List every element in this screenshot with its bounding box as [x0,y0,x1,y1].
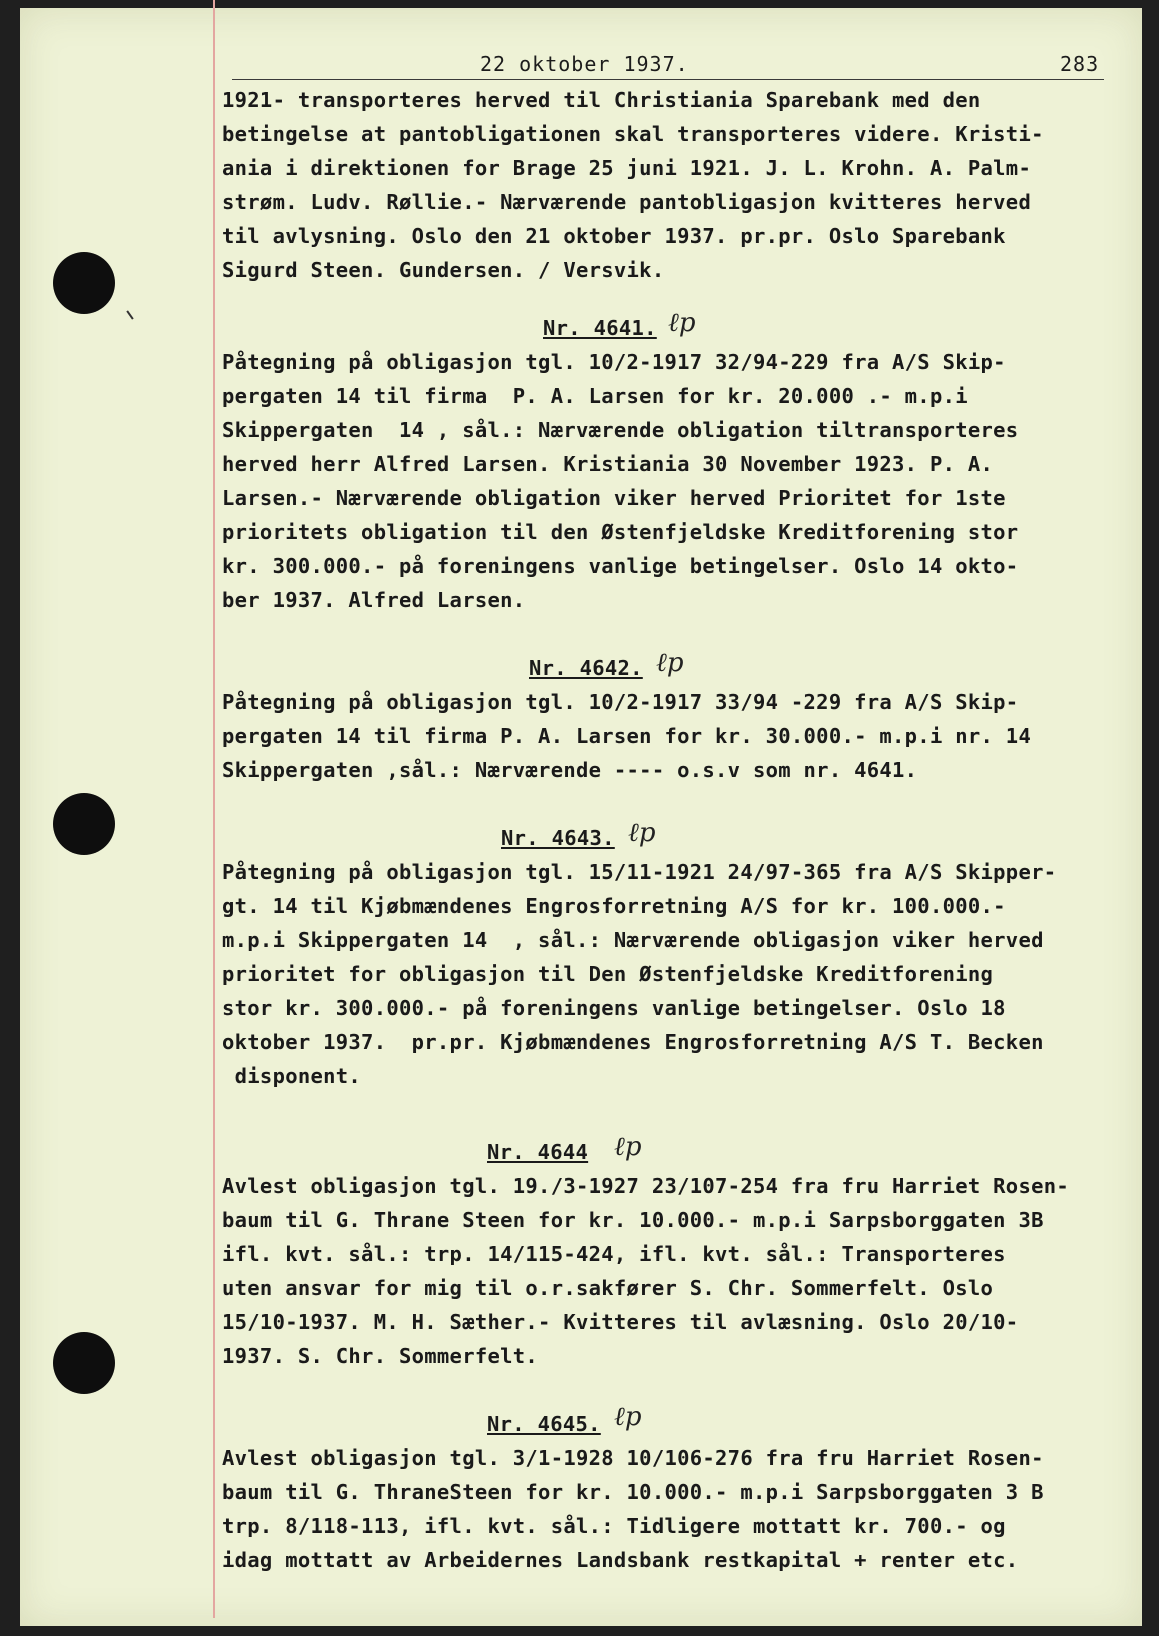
text-line: pergaten 14 til firma P. A. Larsen for kr. 30.000.- m.p.i nr. 14 [222,724,1032,748]
text-line: strøm. Ludv. Røllie.- Nærværende pantobligasjon kvitteres herved [222,190,1032,214]
text-line: 1921- transporteres herved til Christiania Sparebank med den [222,88,981,112]
entry-heading: Nr. 4644 [487,1140,589,1164]
text-line: 15/10-1937. M. H. Sæther.- Kvitteres til avlæsning. Oslo 20/10- [222,1310,1019,1334]
text-line: idag mottatt av Arbeidernes Landsbank restkapital + renter etc. [222,1548,1019,1572]
document-page [20,8,1142,1626]
margin-line [213,0,215,1618]
initials-mark: ℓp [614,1402,642,1432]
text-line: Skippergaten 14 , sål.: Nærværende obligation tiltransporteres [222,418,1019,442]
entry-heading: Nr. 4643. [501,826,615,850]
page-header [212,52,1112,82]
text-line: til avlysning. Oslo den 21 oktober 1937. pr.pr. Oslo Sparebank [222,224,1006,248]
entry-heading: Nr. 4642. [529,656,643,680]
text-line: Avlest obligasjon tgl. 3/1-1928 10/106-276 fra fru Harriet Rosen- [222,1446,1044,1470]
text-line: ania i direktionen for Brage 25 juni 1921. J. L. Krohn. A. Palm- [222,156,1032,180]
initials-mark: ℓp [656,648,684,678]
text-line: Larsen.- Nærværende obligation viker herved Prioritet for 1ste [222,486,1006,510]
header-date: 22 oktober 1937. [480,52,689,76]
text-line: ifl. kvt. sål.: trp. 14/115-424, ifl. kvt. sål.: Transporteres [222,1242,1006,1266]
text-line: pergaten 14 til firma P. A. Larsen for kr. 20.000 .- m.p.i [222,384,968,408]
text-line: m.p.i Skippergaten 14 , sål.: Nærværende obligasjon viker herved [222,928,1044,952]
header-rule [232,79,1104,80]
initials-mark: ℓp [668,308,696,338]
text-line: prioritets obligation til den Østenfjeldske Kreditforening stor [222,520,1019,544]
entry-heading: Nr. 4641. [543,316,657,340]
text-line: stor kr. 300.000.- på foreningens vanlige betingelser. Oslo 18 [222,996,1006,1020]
text-line: Påtegning på obligasjon tgl. 10/2-1917 33/94 -229 fra A/S Skip- [222,690,1019,714]
text-line: oktober 1937. pr.pr. Kjøbmændenes Engrosforretning A/S T. Becken [222,1030,1044,1054]
text-line: kr. 300.000.- på foreningens vanlige betingelser. Oslo 14 okto- [222,554,1019,578]
text-line: ber 1937. Alfred Larsen. [222,588,526,612]
page-number: 283 [1060,52,1100,76]
initials-mark: ℓp [614,1132,642,1162]
text-line: baum til G. ThraneSteen for kr. 10.000.- m.p.i Sarpsborggaten 3 B [222,1480,1044,1504]
text-line: uten ansvar for mig til o.r.sakfører S. Chr. Sommerfelt. Oslo [222,1276,994,1300]
text-line: betingelse at pantobligationen skal transporteres videre. Kristi- [222,122,1044,146]
punch-hole-top [53,252,115,314]
text-line: trp. 8/118-113, ifl. kvt. sål.: Tidligere mottatt kr. 700.- og [222,1514,1006,1538]
text-line: baum til G. Thrane Steen for kr. 10.000.- m.p.i Sarpsborggaten 3B [222,1208,1044,1232]
text-line: Skippergaten ,sål.: Nærværende ---- o.s.v som nr. 4641. [222,758,918,782]
entry-heading: Nr. 4645. [487,1412,601,1436]
text-line: herved herr Alfred Larsen. Kristiania 30 November 1923. P. A. [222,452,994,476]
text-line: Avlest obligasjon tgl. 19./3-1927 23/107-254 fra fru Harriet Rosen- [222,1174,1070,1198]
text-line: Sigurd Steen. Gundersen. / Versvik. [222,258,665,282]
text-line: gt. 14 til Kjøbmændenes Engrosforretning A/S for kr. 100.000.- [222,894,1006,918]
punch-hole-middle [53,793,115,855]
punch-hole-bottom [53,1332,115,1394]
text-line: 1937. S. Chr. Sommerfelt. [222,1344,539,1368]
text-line: Påtegning på obligasjon tgl. 10/2-1917 32/94-229 fra A/S Skip- [222,350,1006,374]
text-line: disponent. [222,1064,362,1088]
text-line: prioritet for obligasjon til Den Østenfjeldske Kreditforening [222,962,994,986]
text-line: Påtegning på obligasjon tgl. 15/11-1921 24/97-365 fra A/S Skipper- [222,860,1057,884]
initials-mark: ℓp [628,818,656,848]
